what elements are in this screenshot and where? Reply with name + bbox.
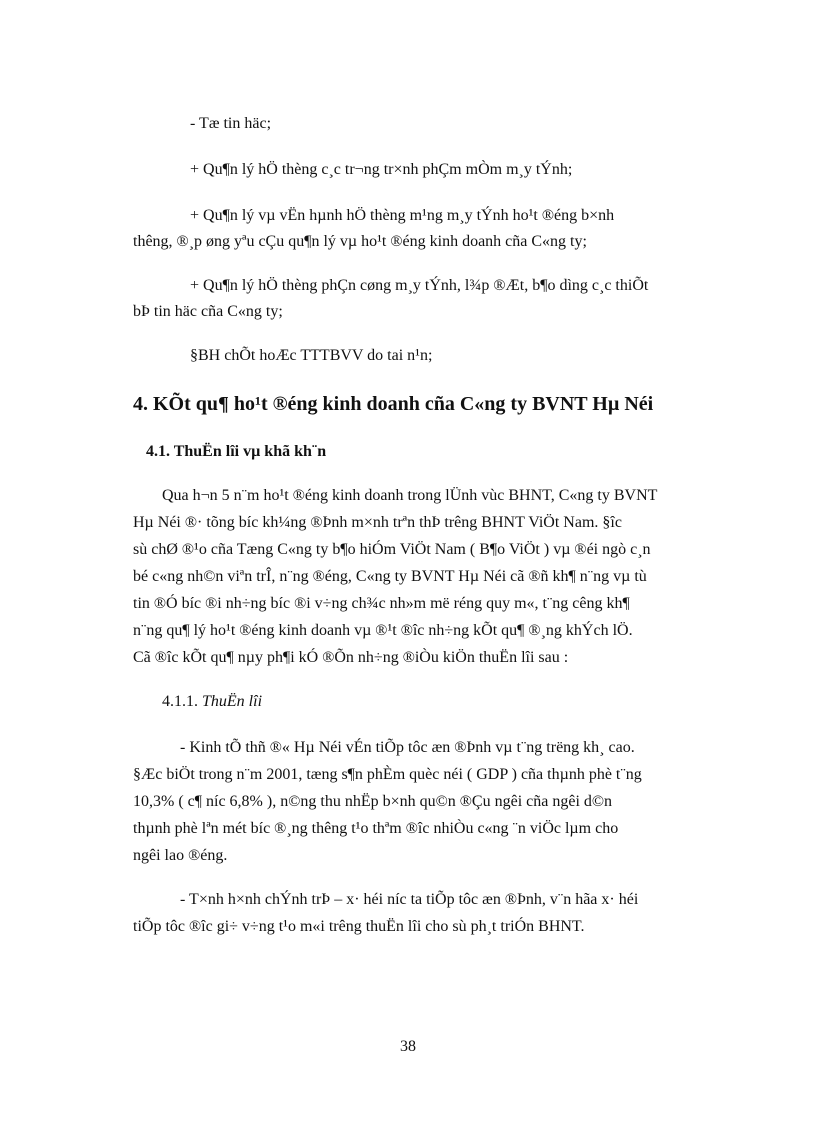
- para3-line-1: - T×nh h×nh chÝnh trÞ – x· héi níc ta tiÕp tôc æn ®Þnh, v¨n hãa x· héi: [180, 891, 639, 908]
- para2-line-3: 10,3% ( c¶ níc 6,8% ), n©ng thu nhËp b×nh qu©n ®Çu ngêi cña ngêi d©n: [133, 793, 613, 810]
- section-heading-4: 4. KÕt qu¶ ho¹t ®éng kinh doanh cña C«ng ty BVNT Hµ Néi: [133, 393, 654, 415]
- para3-line-2: tiÕp tôc ®îc gi÷ v÷ng t¹o m«i trêng thuËn lîi cho sù ph¸t triÓn BHNT.: [133, 918, 585, 935]
- para1-line-6: n¨ng qu¶ lý ho¹t ®éng kinh doanh vµ ®¹t ®îc nh÷ng kÕt qu¶ ®¸ng khÝch lÖ.: [133, 622, 633, 639]
- line-mang-may-tinh: + Qu¶n lý vµ vËn hµnh hÖ thèng m¹ng m¸y tÝnh ho¹t ®éng b×nh: [190, 207, 615, 224]
- section-heading-4-1: 4.1. ThuËn lîi vµ khã kh¨n: [146, 443, 327, 460]
- para2-line-5: ngêi lao ®éng.: [133, 847, 228, 864]
- page-number: 38: [400, 1038, 416, 1055]
- line-tin-hoc: - Tæ tin häc;: [190, 115, 272, 132]
- subheading-4-1-1: [162, 692, 262, 712]
- line-mang-may-tinh-cont: thêng, ®¸p øng yªu cÇu qu¶n lý vµ ho¹t ®éng kinh doanh cña C«ng ty;: [133, 233, 587, 250]
- para2-line-4: thµnh phè lªn mét bíc ®¸ng thêng t¹o thªm ®îc nhiÒu c«ng ¨n viÖc lµm cho: [133, 820, 619, 837]
- line-dbh: §BH chÕt hoÆc TTTBVV do tai n¹n;: [190, 347, 433, 364]
- para2-line-1: - Kinh tÕ thñ ®« Hµ Néi vÉn tiÕp tôc æn ®Þnh vµ t¨ng trëng kh¸ cao.: [180, 739, 635, 756]
- subheading-title: ThuËn lîi: [202, 693, 263, 710]
- para1-line-7: Cã ®îc kÕt qu¶ nµy ph¶i kÓ ®Õn nh÷ng ®iÒu kiÖn thuËn lîi sau :: [133, 649, 569, 666]
- para1-line-5: tin ®Ó bíc ®i nh÷ng bíc ®i v÷ng ch¾c nh»m më réng quy m«, t¨ng cêng kh¶: [133, 595, 630, 612]
- line-phan-cung: + Qu¶n lý hÖ thèng phÇn cøng m¸y tÝnh, l¾p ®Æt, b¶o dìng c¸c thiÕt: [190, 277, 649, 294]
- subheading-number: 4.1.1.: [162, 693, 198, 710]
- para1-line-2: Hµ Néi ®· tõng bíc kh¼ng ®Þnh m×nh trªn thÞ trêng BHNT ViÖt Nam. §îc: [133, 514, 622, 531]
- para2-line-2: §Æc biÖt trong n¨m 2001, tæng s¶n phÈm quèc néi ( GDP ) cña thµnh phè t¨ng: [133, 766, 642, 783]
- line-phan-cung-cont: bÞ tin häc cña C«ng ty;: [133, 303, 283, 320]
- para1-line-1: Qua h¬n 5 n¨m ho¹t ®éng kinh doanh trong lÜnh vùc BHNT, C«ng ty BVNT: [162, 487, 658, 504]
- line-phan-mem: + Qu¶n lý hÖ thèng c¸c tr¬ng tr×nh phÇm mÒm m¸y tÝnh;: [190, 161, 573, 178]
- para1-line-3: sù chØ ®¹o cña Tæng C«ng ty b¶o hiÓm ViÖt Nam ( B¶o ViÖt ) vµ ®éi ngò c¸n: [133, 541, 651, 558]
- para1-line-4: bé c«ng nh©n viªn trÎ, n¨ng ®éng, C«ng ty BVNT Hµ Néi cã ®ñ kh¶ n¨ng vµ tù: [133, 568, 647, 585]
